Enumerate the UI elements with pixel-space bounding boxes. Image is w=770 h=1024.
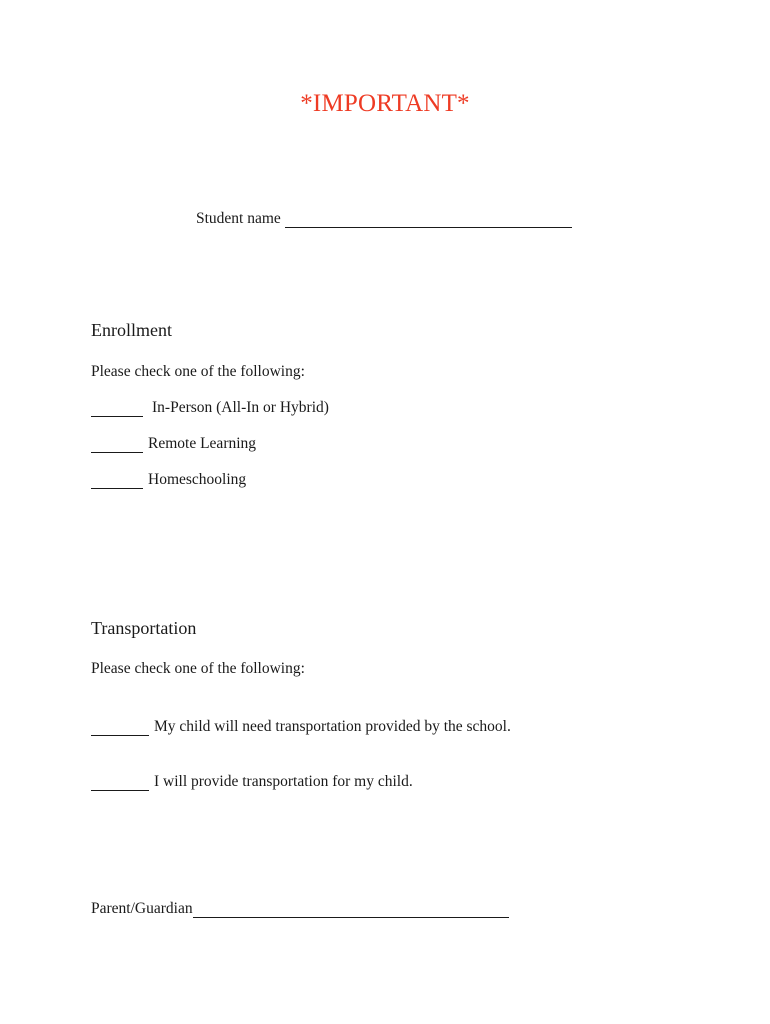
enrollment-option-homeschool bbox=[91, 471, 246, 489]
transportation-option-school bbox=[91, 718, 511, 736]
transportation-instruction: Please check one of the following: bbox=[91, 660, 305, 677]
enrollment-instruction: Please check one of the following: bbox=[91, 363, 305, 380]
student-name-label: Student name bbox=[196, 210, 281, 227]
enrollment-option-remote bbox=[91, 435, 256, 453]
enrollment-heading: Enrollment bbox=[91, 320, 172, 340]
check-blank[interactable] bbox=[91, 721, 149, 736]
option-label: Remote Learning bbox=[148, 435, 257, 452]
check-blank[interactable] bbox=[91, 438, 143, 453]
parent-guardian-label: Parent/Guardian bbox=[91, 900, 193, 917]
check-blank[interactable] bbox=[91, 402, 143, 417]
page-title: *IMPORTANT* bbox=[300, 90, 470, 117]
check-blank[interactable] bbox=[91, 776, 149, 791]
check-blank[interactable] bbox=[91, 474, 143, 489]
option-label: I will provide transportation for my child. bbox=[154, 773, 413, 790]
transportation-option-self bbox=[91, 773, 413, 791]
transportation-heading: Transportation bbox=[91, 618, 197, 638]
enrollment-option-in-person bbox=[91, 399, 329, 417]
option-label: In-Person (All-In or Hybrid) bbox=[152, 399, 329, 416]
option-label: Homeschooling bbox=[148, 471, 247, 488]
student-name-blank[interactable] bbox=[285, 213, 572, 228]
parent-guardian-row bbox=[91, 900, 509, 918]
parent-guardian-blank[interactable] bbox=[193, 903, 509, 918]
student-name-row bbox=[196, 210, 572, 228]
option-label: My child will need transportation provided by the school. bbox=[154, 718, 511, 735]
